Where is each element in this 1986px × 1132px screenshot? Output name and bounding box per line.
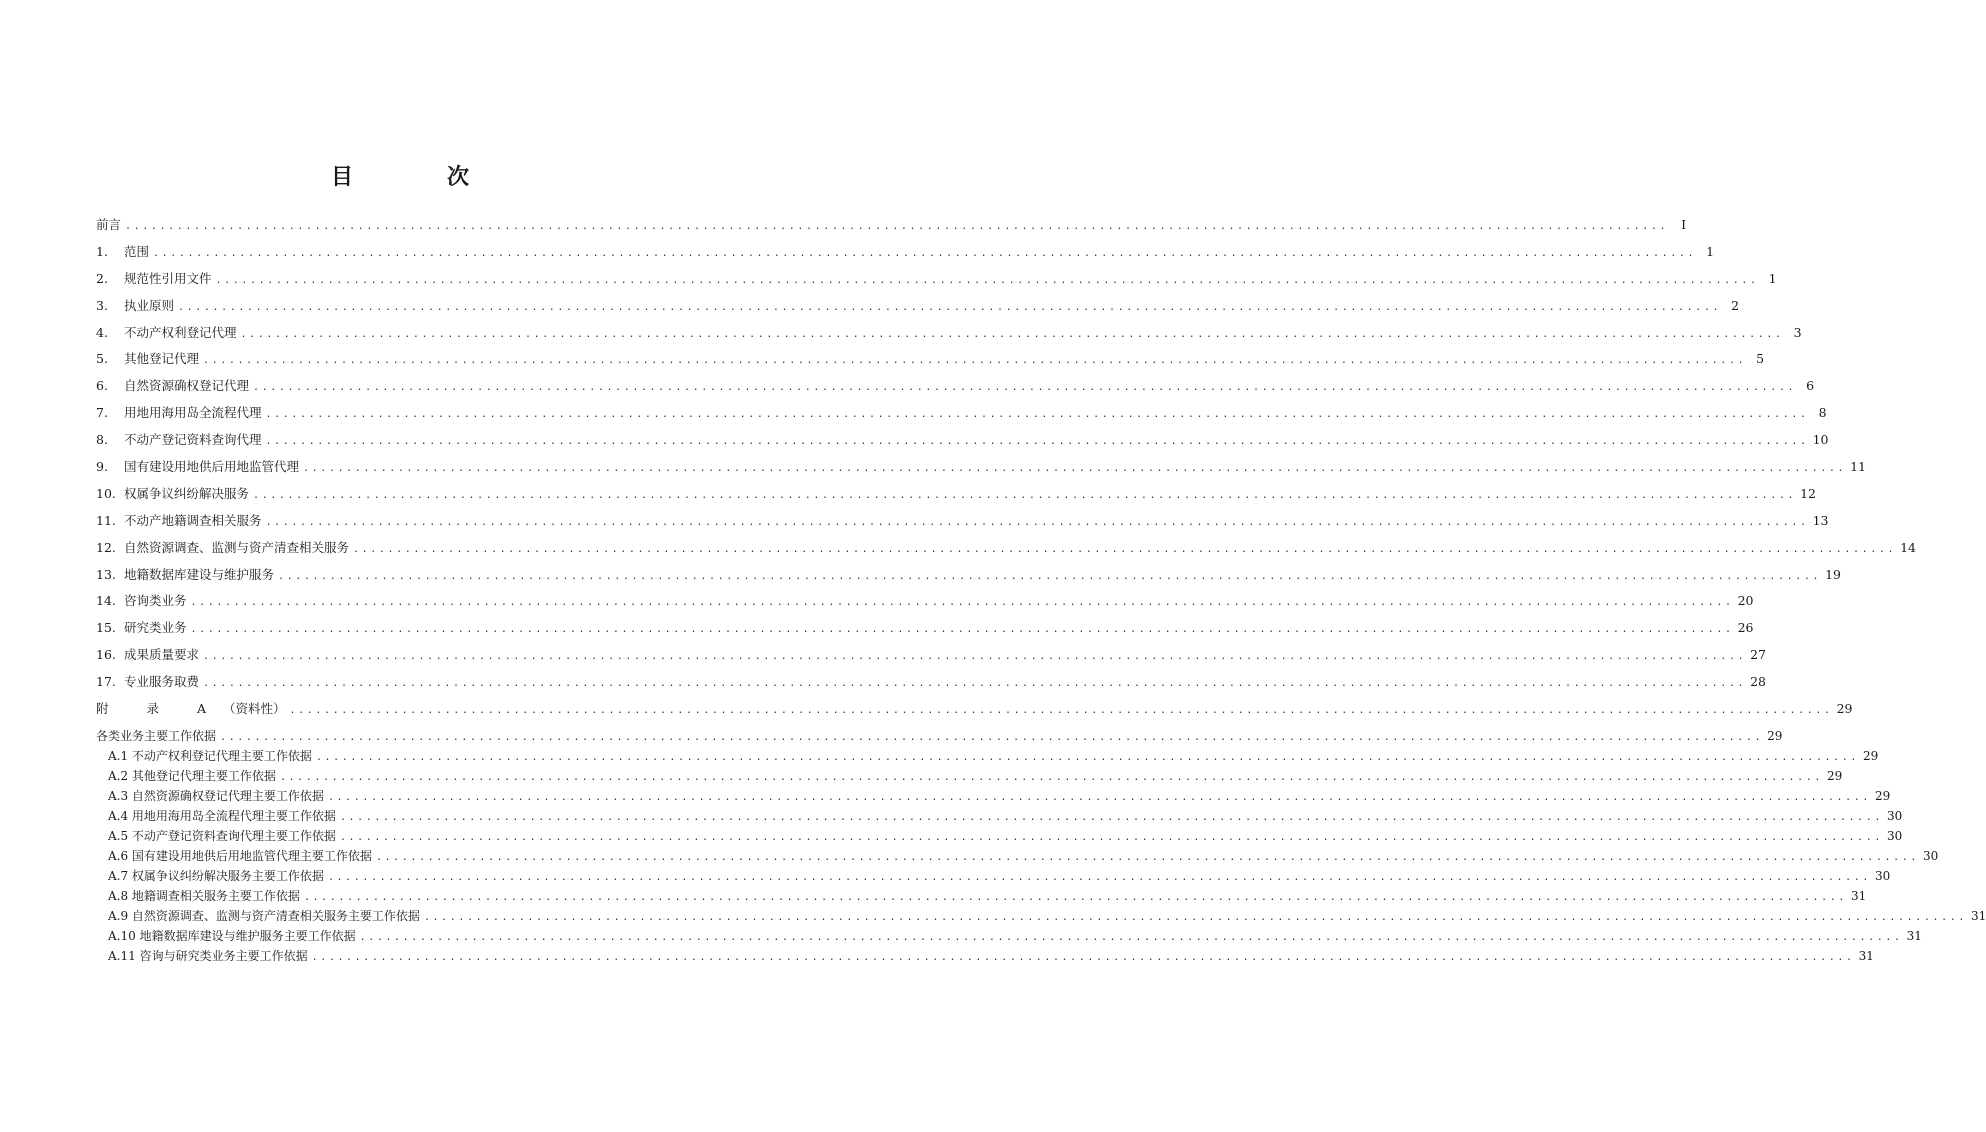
toc-entry-number: 2. xyxy=(96,270,108,286)
toc-entry-page: 30 xyxy=(1923,848,1939,863)
toc-entry-page: 29 xyxy=(1875,788,1891,803)
toc-entry-page: 29 xyxy=(1863,748,1879,763)
toc-sub-entry-label: A.7 权属争议纠纷解决服务主要工作依据 xyxy=(108,868,324,883)
toc-leader-dots: ................................................................................................................................................................................... xyxy=(279,771,1824,783)
toc-entry[interactable] xyxy=(96,217,1687,232)
toc-entry-page: 29 xyxy=(1767,728,1783,743)
toc-entry-number: 10. xyxy=(96,485,116,501)
toc-entry-page: 30 xyxy=(1875,868,1891,883)
toc-entry-label: 执业原则 xyxy=(124,297,175,313)
toc-leader-dots: ................................................................................................................................................................................... xyxy=(278,570,1822,582)
toc-sub-entry-label: A.9 自然资源调查、监测与资产清查相关服务主要工作依据 xyxy=(108,908,420,923)
page-title: 目 次 xyxy=(330,165,505,190)
toc-leader-dots: ................................................................................................................................................................................... xyxy=(220,731,1764,743)
toc-entry-page: 31 xyxy=(1858,948,1874,963)
toc-leader-dots: ................................................................................................................................................................................... xyxy=(339,831,1884,843)
toc-entry-label: 规范性引用文件 xyxy=(124,270,212,286)
toc-sub-entry[interactable] xyxy=(96,828,1903,843)
toc-entry-page: 3 xyxy=(1793,324,1802,340)
toc-sub-entry-label: A.6 国有建设用地供后用地监管代理主要工作依据 xyxy=(108,848,372,863)
toc-leader-dots: ................................................................................................................................................................................... xyxy=(203,355,1747,367)
toc-entry[interactable] xyxy=(96,351,1765,367)
toc-entry-page: 26 xyxy=(1737,620,1754,636)
toc-leader-dots: ................................................................................................................................................................................... xyxy=(359,931,1903,943)
toc-appendix-title-entry[interactable] xyxy=(96,728,1783,743)
toc-entry-number: 6. xyxy=(96,378,108,394)
toc-entry-label: 用地用海用岛全流程代理 xyxy=(124,405,262,421)
toc-entry-label: 咨询类业务 xyxy=(124,593,187,609)
toc-leader-dots: ................................................................................................................................................................................... xyxy=(178,301,1722,313)
toc-sub-entry[interactable] xyxy=(96,908,1986,923)
toc-entry-label: 不动产登记资料查询代理 xyxy=(124,432,262,448)
toc-entry-number: 12. xyxy=(96,539,116,555)
toc-sub-entry[interactable] xyxy=(96,948,1874,963)
toc-leader-dots: ................................................................................................................................................................................... xyxy=(339,811,1884,823)
appendix-title: 各类业务主要工作依据 xyxy=(96,728,217,743)
toc-entry-page: 1 xyxy=(1768,270,1777,286)
toc-leader-dots: ................................................................................................................................................................................... xyxy=(423,911,1968,923)
toc-leader-dots: ................................................................................................................................................................................... xyxy=(203,678,1747,690)
toc-entry-page: 5 xyxy=(1756,351,1765,367)
toc-leader-dots: ................................................................................................................................................................................... xyxy=(190,597,1734,609)
toc-entry[interactable] xyxy=(96,512,1829,528)
toc-entry[interactable] xyxy=(96,324,1802,340)
toc-entry-page: 27 xyxy=(1750,647,1766,663)
toc-entry-page: 29 xyxy=(1836,701,1853,717)
toc-entry[interactable] xyxy=(96,674,1766,690)
toc-entry-number: 4. xyxy=(96,324,108,340)
toc-entry-label: 不动产权利登记代理 xyxy=(124,324,237,340)
toc-entry-number: 1. xyxy=(96,243,108,259)
toc-entry[interactable] xyxy=(96,620,1754,636)
toc-entry[interactable] xyxy=(96,243,1715,259)
toc-sub-entry[interactable] xyxy=(96,768,1843,783)
toc-leader-dots: ................................................................................................................................................................................... xyxy=(240,328,1784,340)
table-of-contents xyxy=(96,217,1986,969)
toc-sub-entry[interactable] xyxy=(96,848,1939,863)
toc-entry-label: 不动产地籍调查相关服务 xyxy=(124,512,262,528)
toc-sub-entry-label: A.3 自然资源确权登记代理主要工作依据 xyxy=(108,788,324,803)
toc-leader-dots: ................................................................................................................................................................................... xyxy=(253,382,1797,394)
toc-entry-number: 14. xyxy=(96,593,116,609)
toc-leader-dots: ................................................................................................................................................................................... xyxy=(303,891,1848,903)
toc-entry[interactable] xyxy=(96,270,1777,286)
toc-leader-dots: ................................................................................................................................................................................... xyxy=(190,624,1734,636)
toc-entry-number: 7. xyxy=(96,405,108,421)
toc-entry-page: 6 xyxy=(1806,378,1815,394)
toc-entry-number: 3. xyxy=(96,297,108,313)
toc-entry-page: 31 xyxy=(1906,928,1922,943)
toc-sub-entry-label: A.8 地籍调查相关服务主要工作依据 xyxy=(108,888,300,903)
toc-entry-page: 31 xyxy=(1851,888,1867,903)
toc-sub-entry[interactable] xyxy=(96,748,1879,763)
toc-leader-dots: ................................................................................................................................................................................... xyxy=(215,274,1759,286)
toc-entry-label: 前言 xyxy=(96,217,122,232)
toc-entry-page: 29 xyxy=(1827,768,1843,783)
toc-entry-page: 13 xyxy=(1812,512,1829,528)
toc-entry-label: 专业服务取费 xyxy=(124,674,200,690)
toc-entry-label: 研究类业务 xyxy=(124,620,187,636)
toc-entry-label: 成果质量要求 xyxy=(124,647,200,663)
toc-entry-number: 5. xyxy=(96,351,108,367)
toc-entry-page: 31 xyxy=(1971,908,1986,923)
toc-entry-page: 8 xyxy=(1818,405,1827,421)
toc-entry-label: 自然资源调查、监测与资产清查相关服务 xyxy=(124,539,350,555)
toc-entry-page: 30 xyxy=(1887,808,1903,823)
toc-entry-page: 10 xyxy=(1812,432,1829,448)
toc-entry-page: 11 xyxy=(1850,459,1866,475)
toc-sub-entry-label: A.11 咨询与研究类业务主要工作依据 xyxy=(108,948,308,963)
toc-entry-page: I xyxy=(1681,217,1687,232)
toc-sub-entry[interactable] xyxy=(96,788,1891,803)
toc-leader-dots: ................................................................................................................................................................................... xyxy=(253,489,1797,501)
toc-entry-page: 2 xyxy=(1731,297,1740,313)
toc-leader-dots: ................................................................................................................................................................................... xyxy=(125,221,1669,232)
toc-leader-dots: ................................................................................................................................................................................... xyxy=(327,791,1872,803)
toc-leader-dots: ................................................................................................................................................................................... xyxy=(327,871,1872,883)
toc-entry[interactable] xyxy=(96,485,1816,501)
toc-sub-entry-label: A.5 不动产登记资料查询代理主要工作依据 xyxy=(108,828,336,843)
toc-entry-number: 11. xyxy=(96,512,116,528)
toc-entry-label: 权属争议纠纷解决服务 xyxy=(124,485,250,501)
toc-entry[interactable] xyxy=(96,593,1754,609)
appendix-label: 附 录 A xyxy=(96,701,223,717)
toc-entry-number: 9. xyxy=(96,459,108,475)
toc-entry-page: 20 xyxy=(1737,593,1754,609)
toc-entry-label: 国有建设用地供后用地监管代理 xyxy=(124,459,300,475)
toc-leader-dots: ................................................................................................................................................................................... xyxy=(153,247,1697,259)
toc-leader-dots: ................................................................................................................................................................................... xyxy=(203,651,1747,663)
toc-entry[interactable] xyxy=(96,297,1740,313)
toc-sub-entry[interactable] xyxy=(96,888,1867,903)
toc-sub-entry-label: A.4 用地用海用岛全流程代理主要工作依据 xyxy=(108,808,336,823)
toc-sub-entry[interactable] xyxy=(96,808,1903,823)
toc-entry-label: 其他登记代理 xyxy=(124,351,200,367)
toc-leader-dots: ................................................................................................................................................................................... xyxy=(303,463,1847,475)
toc-entry-label: 范围 xyxy=(124,243,150,259)
toc-entry-label: 地籍数据库建设与维护服务 xyxy=(124,566,275,582)
toc-sub-entry[interactable] xyxy=(96,868,1891,883)
toc-entry-number: 13. xyxy=(96,566,116,582)
toc-entry[interactable] xyxy=(96,432,1829,448)
toc-entry-page: 1 xyxy=(1706,243,1715,259)
toc-leader-dots: ................................................................................................................................................................................... xyxy=(375,851,1920,863)
toc-sub-entry-label: A.2 其他登记代理主要工作依据 xyxy=(108,768,276,783)
toc-leader-dots: ................................................................................................................................................................................... xyxy=(265,409,1809,421)
toc-entry[interactable] xyxy=(96,459,1866,475)
toc-leader-dots: ................................................................................................................................................................................... xyxy=(311,951,1855,963)
toc-entry-number: 16. xyxy=(96,647,116,663)
toc-leader-dots: ................................................................................................................................................................................... xyxy=(353,543,1897,555)
appendix-note: （资料性） xyxy=(222,701,286,717)
toc-entry-page: 30 xyxy=(1887,828,1903,843)
toc-entry-page: 12 xyxy=(1800,485,1816,501)
toc-entry[interactable] xyxy=(96,539,1916,555)
toc-sub-entry-label: A.10 地籍数据库建设与维护服务主要工作依据 xyxy=(108,928,356,943)
toc-entry[interactable] xyxy=(96,647,1766,663)
toc-leader-dots: ................................................................................................................................................................................... xyxy=(265,516,1809,528)
toc-entry-number: 15. xyxy=(96,620,116,636)
toc-entry-number: 17. xyxy=(96,674,116,690)
toc-entry-page: 14 xyxy=(1900,539,1916,555)
toc-sub-entry[interactable] xyxy=(96,928,1922,943)
toc-leader-dots: ................................................................................................................................................................................... xyxy=(265,436,1809,448)
toc-entry[interactable] xyxy=(96,378,1815,394)
toc-entry-number: 8. xyxy=(96,432,108,448)
toc-leader-dots: ................................................................................................................................................................................... xyxy=(315,751,1860,763)
toc-entry[interactable] xyxy=(96,405,1827,421)
toc-entry-page: 19 xyxy=(1825,566,1841,582)
toc-entry-label: 自然资源确权登记代理 xyxy=(124,378,250,394)
toc-sub-entry-label: A.1 不动产权利登记代理主要工作依据 xyxy=(108,748,312,763)
toc-entry[interactable] xyxy=(96,566,1841,582)
toc-entry-page: 28 xyxy=(1750,674,1766,690)
toc-leader-dots: ................................................................................................................................................................................... xyxy=(289,705,1833,717)
toc-appendix-entry[interactable] xyxy=(96,701,1853,717)
